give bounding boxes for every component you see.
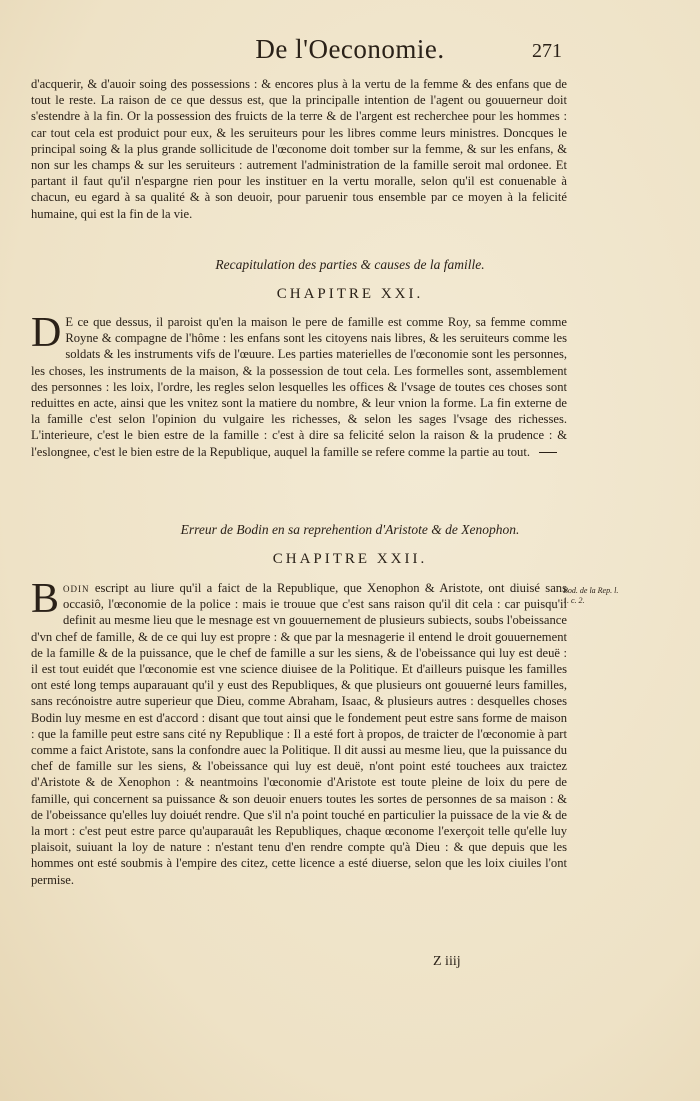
chapter-22-text: escript au liure qu'il a faict de la Republique, que Xenophon & Aristote, ont diuisé sans occasiô, l'œconomie de la police : mais ie trouue que c'est sans raison qu'il dit cela : car puisqu'il definit au mesme lieu que le mesnage est vn gouuernement de plusieurs subiects, soubs l'obeissance d'vn chef de famille, & de ce qui luy est propre : & que par la mesnagerie il entend le droit gouuernement de la famille & de la puissance, que le chef de famille a sur les siens, & de l'obeissance qui luy est deuë : il est tout euidét que l'œconomie est vne science diuisee de la Politique. Et d'ailleurs puisque les familles ont esté long temps auparauant qu'il y eust des Republiques, & que plusieurs ont gouuerné leurs familles, sans recónoistre autre superieur que Dieu, comme Abraham, Isaac, & plusieurs autres : desquelles choses Bodin luy mesme en est d'accord : disant que tout ainsi que le fondement peut estre sans forme de maison : que la famille peut estre sans cité ny Republique : Il a esté fort à propos, de traicter de l'œconomie à part comme a faict Aristote, sans la confondre auec la Politique. Il dit aussi au mesme lieu, que la puissance du chef de famille sur les siens, & l'obeissance qui luy est deuë, n'ont point esté touchees aux traictez d'Aristote & de Xenophon : & neantmoins l'œconomie d'Aristote est toute pleine de loix du pere de famille, qui concernent sa puissance & son deuoir enuers toutes les sortes de personnes de sa maison : & de l'obeissance qu'elles luy doiuét rendre. Que s'il n'a point touché en particulier la puissace de la vie & de la mort : c'est peut estre parce qu'auparauât les Republiques, chaque œconome l'exerçoit telle qu'elle luy plaisoit, suiuant la loy de nature : n'estant tenu d'en rendre compte qu'à Dieu : & que depuis que les hommes ont esté soubmis à l'empire des citez, cette licence a esté diuerse, selon que les loix ciuiles l'ont permise. xyxy=(31,581,567,887)
chapter-21-text: E ce que dessus, il paroist qu'en la maison le pere de famille est comme Roy, sa femme comme Royne & compagne de l'hôme : les enfans sont les citoyens nais libres, & les seruiteurs comme les soldats & les instruments vifs de l'œuure. Les parties materielles de l'œconomie sont les personnes, les choses, les instruments de la maison, & la possession de tout cela. Les formelles sont, assemblement des personnes : les loix, l'ordre, les regles selon lesquelles les offices & l'vsage de toutes ces choses sont reduittes en acte, ainsi que les vnitez sont la matiere du nombre, & leur vnion la forme. La fin externe de la famille c'est selon l'opinion du vulgaire les richesses, & selon les sages l'vsage des richesses. L'interieure, c'est le bien estre de la famille : c'est à dire sa felicité selon la raison & la prudence : & l'eslongnee, c'est le bien estre de la Republique, auquel la famille se refere comme la partie au tout. xyxy=(31,315,567,459)
chapter-22-body xyxy=(31,576,567,950)
opening-name: odin xyxy=(63,581,90,595)
drop-cap-d: D xyxy=(31,310,62,356)
section-rubric-2: Erreur de Bodin en sa reprehention d'Aristote & de Xenophon. xyxy=(180,522,520,537)
drop-cap-b: B xyxy=(31,576,60,622)
signature-mark: Z iiij xyxy=(433,954,461,969)
page-number: 271 xyxy=(532,40,562,62)
top-paragraph xyxy=(31,76,567,236)
margin-note: Bod. de la Rep. l. 1. c. 2. xyxy=(563,586,619,605)
chapter-heading-22: CHAPITRE XXII. xyxy=(272,551,428,567)
chapter-21-body xyxy=(31,310,567,504)
page-header xyxy=(0,34,700,68)
chapter-heading-21: CHAPITRE XXI. xyxy=(276,286,424,302)
end-rule xyxy=(539,452,557,453)
top-paragraph-text: d'acquerir, & d'auoir soing des possessions : & encores plus à la vertu de la femme & des enfans que de tout le reste. La raison de ce que dessus est, que la principalle intention de l'agent ou gouuerneur doit s'estendre à la fin. Or la possession des fruicts de la terre & de l'argent est recherchee pour les hommes : car tout cela est produict pour eux, & les seruiteurs pour les libres comme leurs ministres. Doncques le principal soing & la plus grande sollicitude de l'œconome doit tomber sur la femme, & sur les enfans, & non sur les champs & sur les seruiteurs : autrement l'administration de la famille seroit mal ordonee. Et partant il faut qu'il n'espargne rien pour les instituer en la vertu moralle, selon qu'il est conuenable à chacun, eu egard à sa qualité & à son deuoir, pour paruenir tous ensemble par ce moyen à la felicité humaine, qui est la fin de la vie. xyxy=(31,77,567,221)
section-rubric-1: Recapitulation des parties & causes de la famille. xyxy=(215,257,485,272)
running-title: De l'Oeconomie. xyxy=(255,34,445,64)
